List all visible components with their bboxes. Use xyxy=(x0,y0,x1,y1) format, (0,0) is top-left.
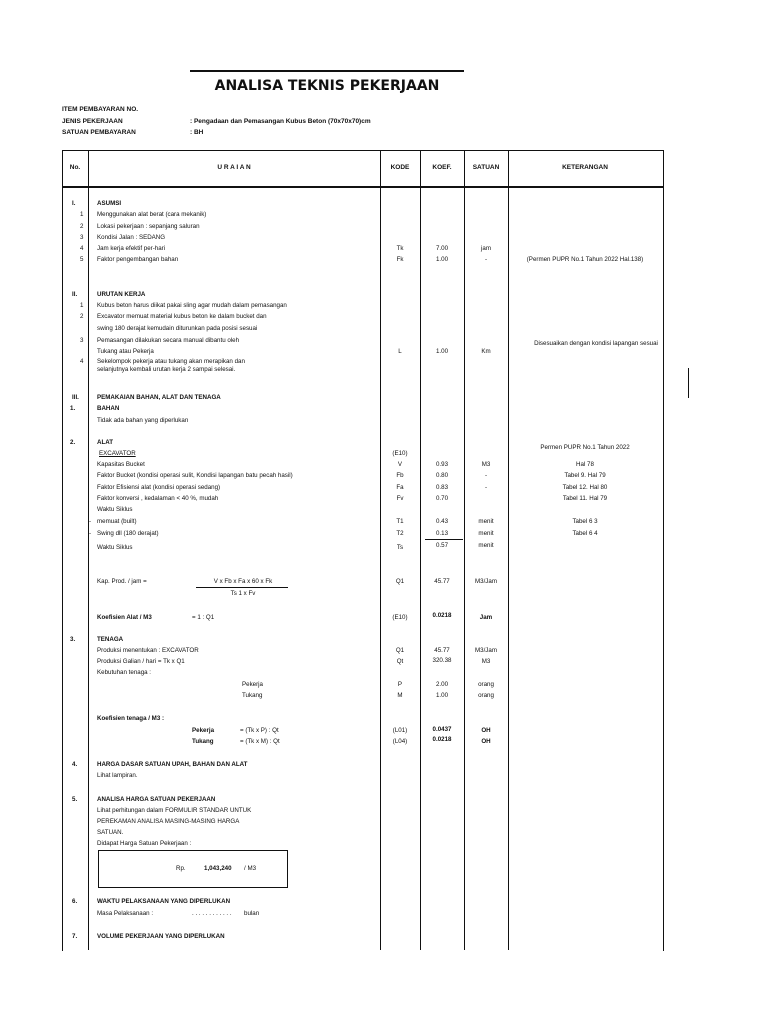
satuan-value: M3/Jam xyxy=(474,647,497,654)
kode-value: Ts xyxy=(396,544,404,551)
satuan-value: OH xyxy=(481,727,491,734)
coef-label: Koefisien tenaga / M3 : xyxy=(97,715,165,722)
section-no: III. xyxy=(72,394,79,401)
koef-value: 0.70 xyxy=(435,495,449,502)
header-divider xyxy=(62,186,664,188)
param-text: Waktu Siklus xyxy=(97,506,133,513)
satuan-value: : BH xyxy=(190,129,204,136)
kode-value: Fa xyxy=(396,484,404,491)
item-text: SATUAN. xyxy=(97,829,124,836)
header-satuan: SATUAN xyxy=(472,164,500,171)
item-number: 3 xyxy=(80,234,84,241)
item-number: 2 xyxy=(80,223,84,230)
koef-value: 1.00 xyxy=(435,692,449,699)
item-text: Tukang atau Pekerja xyxy=(97,348,154,355)
bullet: - xyxy=(89,530,92,537)
section-no: 4. xyxy=(72,761,78,768)
formula-label: Kap. Prod. / jam = xyxy=(97,578,147,585)
kode-value: Tk xyxy=(396,245,404,252)
satuan-value: menit xyxy=(478,530,494,537)
section-title: ASUMSI xyxy=(97,200,122,207)
item-text: Masa Pelaksanaan : xyxy=(97,910,154,917)
koef-value: 0.0218 xyxy=(432,736,452,743)
section-title: URUTAN KERJA xyxy=(97,291,146,298)
jenis-value: : Pengadaan dan Pemasangan Kubus Beton (70x70x70)cm xyxy=(190,118,371,125)
keterangan-value: Tabel 6 4 xyxy=(572,530,598,537)
satuan-value: jam xyxy=(481,245,491,252)
section-no: 6. xyxy=(72,898,78,905)
item-text: Excavator memuat material kubus beton ke dalam bucket dan xyxy=(97,313,267,320)
kode-value: T1 xyxy=(396,518,404,525)
equipment-name: EXCAVATOR xyxy=(99,450,136,457)
item-number: 4 xyxy=(80,245,84,252)
satuan-value: orang xyxy=(478,692,494,699)
satuan-label: SATUAN PEMBAYARAN xyxy=(62,129,136,136)
param-text: Faktor Bucket (kondisi operasi sulit, Kondisi lapangan batu pecah hasil) xyxy=(97,472,293,479)
kode-value: T2 xyxy=(396,530,404,537)
keterangan-value: Tabel 11. Hal 79 xyxy=(562,495,608,502)
kode-value: (E10) xyxy=(392,614,408,621)
subsection-title: BAHAN xyxy=(97,405,120,412)
param-text: Kebutuhan tenaga : xyxy=(97,669,152,676)
right-margin-mark xyxy=(688,368,689,398)
koef-value: 1.00 xyxy=(435,348,449,355)
param-text: Tukang xyxy=(192,738,214,745)
subsection-no: 2. xyxy=(70,439,76,446)
koef-value: 0.83 xyxy=(435,484,449,491)
item-text: PEREKAMAN ANALISA MASING-MASING HARGA xyxy=(97,818,240,825)
kode-value: (L04) xyxy=(392,738,408,745)
satuan-value: menit xyxy=(478,518,494,525)
koef-value: 7.00 xyxy=(435,245,449,252)
satuan-value: - xyxy=(484,472,488,479)
item-text: Jam kerja efektif per-hari xyxy=(97,245,166,252)
title-rule xyxy=(190,70,464,72)
koef-value: 0.0437 xyxy=(432,726,452,733)
header-kode: KODE xyxy=(390,164,410,171)
col-divider-kode xyxy=(420,150,421,950)
item-text: Lokasi pekerjaan : sepanjang saluran xyxy=(97,223,200,230)
section-no: I. xyxy=(72,200,76,207)
item-text: Tidak ada bahan yang diperlukan xyxy=(97,417,189,424)
col-divider-no xyxy=(88,150,92,950)
price-unit: / M3 xyxy=(244,865,257,872)
satuan-value: - xyxy=(484,256,488,263)
koef-value: 0.80 xyxy=(435,472,449,479)
koef-value: 0.43 xyxy=(435,518,449,525)
param-text: Produksi Galian / hari = Tk x Q1 xyxy=(97,658,185,665)
coef-formula: = (Tk x P) : Qt xyxy=(240,727,279,734)
koef-value: 0.13 xyxy=(435,530,449,537)
koef-value: 45.77 xyxy=(434,647,450,654)
item-text: Menggunakan alat berat (cara mekanik) xyxy=(97,211,207,218)
kode-value: P xyxy=(397,681,403,688)
param-text: Kapasitas Bucket xyxy=(97,461,145,468)
item-text: Lihat lampiran. xyxy=(97,772,138,779)
param-text: memuat (built) xyxy=(97,518,137,525)
item-text: Kubus beton harus diikat pakai sling agar mudah dalam pemasangan xyxy=(97,302,287,309)
param-text: Faktor Efisiensi alat (kondisi operasi sedang) xyxy=(97,484,221,491)
table-frame xyxy=(62,150,664,951)
koef-value: 2.00 xyxy=(435,681,449,688)
kode-value: (L01) xyxy=(392,727,408,734)
coef-formula: = 1 : Q1 xyxy=(192,614,215,621)
param-text: Tukang xyxy=(242,692,263,699)
item-text: Didapat Harga Satuan Pekerjaan : xyxy=(97,840,192,847)
satuan-value: M3 xyxy=(481,658,491,665)
item-number: 3 xyxy=(80,337,84,344)
item-number: 4 xyxy=(80,358,84,365)
header-uraian: U R A I A N xyxy=(217,164,251,171)
satuan-value: M3/Jam xyxy=(474,578,497,585)
coef-label: Koefisien Alat / M3 xyxy=(97,614,152,621)
fraction-bar xyxy=(196,587,288,588)
keterangan-value: Hal 78 xyxy=(576,461,594,468)
section-title: WAKTU PELAKSANAAN YANG DIPERLUKAN xyxy=(97,898,231,905)
param-text: Swing dll (180 derajat) xyxy=(97,530,159,537)
param-text: Pekerja xyxy=(192,727,215,734)
jenis-label: JENIS PEKERJAAN xyxy=(62,118,123,125)
koef-value: 320.38 xyxy=(432,657,452,664)
col-divider-satuan xyxy=(508,150,509,950)
section-no: 5. xyxy=(72,796,78,803)
item-text: Sekelompok pekerja atau tukang akan merapikan dan xyxy=(97,358,245,365)
koef-value: 0.0218 xyxy=(432,612,452,619)
param-text: Faktor konversi , kedalaman < 40 %, mudah xyxy=(97,495,219,502)
section-title: HARGA DASAR SATUAN UPAH, BAHAN DAN ALAT xyxy=(97,761,248,768)
subsection-no: 3. xyxy=(70,636,76,643)
kode-value: V xyxy=(397,461,403,468)
satuan-value: orang xyxy=(478,681,494,688)
koef-value: 0.93 xyxy=(435,461,449,468)
duration-unit: bulan xyxy=(244,910,260,917)
kode-value: M xyxy=(397,692,403,699)
item-text: swing 180 derajat kemudain diturunkan pada posisi sesuai xyxy=(97,325,258,332)
kode-value: L xyxy=(398,348,402,355)
kode-value: Fk xyxy=(396,256,404,263)
sum-rule xyxy=(425,539,463,540)
section-no: II. xyxy=(72,291,78,298)
satuan-value: Jam xyxy=(479,614,493,621)
keterangan-value: Disesuaikan dengan kondisi lapangan sesuai xyxy=(534,340,658,347)
keterangan-value: (Permen PUPR No.1 Tahun 2022 Hal.138) xyxy=(526,256,644,263)
satuan-value: - xyxy=(484,484,488,491)
kode-value: Q1 xyxy=(395,578,405,585)
keterangan-value: Tabel 12. Hal 80 xyxy=(562,484,608,491)
section-title: ANALISA HARGA SATUAN PEKERJAAN xyxy=(97,796,216,803)
item-number: 2 xyxy=(80,313,84,320)
item-number: 1 xyxy=(80,211,84,218)
koef-value: 0.57 xyxy=(435,542,449,549)
unit-price: 1,043,240 xyxy=(204,865,232,872)
header-no: No. xyxy=(69,164,81,171)
currency-label: Rp. xyxy=(176,865,186,872)
satuan-value: Km xyxy=(481,348,491,355)
param-text: Waktu Siklus xyxy=(97,544,133,551)
subsection-no: 1. xyxy=(70,405,76,412)
header-keterangan: KETERANGAN xyxy=(562,164,608,171)
price-box xyxy=(98,850,288,888)
satuan-value: M3 xyxy=(481,461,491,468)
keterangan-value: Tabel 9. Hal 79 xyxy=(564,472,606,479)
subsection-title: ALAT xyxy=(97,439,114,446)
param-text: Produksi menentukan : EXCAVATOR xyxy=(97,647,199,654)
item-number: 1 xyxy=(80,302,84,309)
kode-value: Fv xyxy=(396,495,404,502)
satuan-value: OH xyxy=(481,738,491,745)
kode-value: (E10) xyxy=(392,450,408,457)
kode-value: Q1 xyxy=(395,647,405,654)
satuan-value: menit xyxy=(478,542,494,549)
keterangan-value: Tabel 6 3 xyxy=(572,518,598,525)
section-title: VOLUME PEKERJAAN YANG DIPERLUKAN xyxy=(97,933,225,940)
item-text: selanjutnya kembali urutan kerja 2 sampai selesai. xyxy=(97,366,236,373)
col-divider-koef xyxy=(464,150,465,950)
section-no: 7. xyxy=(72,933,78,940)
section-title: PEMAKAIAN BAHAN, ALAT DAN TENAGA xyxy=(97,394,221,401)
kode-value: Qt xyxy=(396,658,404,665)
param-text: Pekerja xyxy=(242,681,263,688)
item-text: Kondisi Jalan : SEDANG xyxy=(97,234,166,241)
formula-denominator: Ts 1 x Fv xyxy=(230,590,256,597)
item-text: Faktor pengembangan bahan xyxy=(97,256,179,263)
koef-value: 1.00 xyxy=(435,256,449,263)
header-koef: KOEF. xyxy=(432,164,452,171)
formula-numerator: V x Fb x Fa x 60 x Fk xyxy=(213,578,273,585)
keterangan-value: Permen PUPR No.1 Tahun 2022 xyxy=(540,444,630,451)
subsection-title: TENAGA xyxy=(97,636,124,643)
page-title: ANALISA TEKNIS PEKERJAAN xyxy=(214,78,440,94)
bullet: - xyxy=(89,518,92,525)
item-text: Lihat perhitungan dalam FORMULIR STANDAR UNTUK xyxy=(97,807,252,814)
placeholder-dots: . . . . . . . . . . . . xyxy=(192,910,232,917)
item-text: Pemasangan dilakukan secara manual dibantu oleh xyxy=(97,337,240,344)
coef-formula: = (Tk x M) : Qt xyxy=(240,738,280,745)
item-number: 5 xyxy=(80,256,84,263)
item-label: ITEM PEMBAYARAN NO. xyxy=(62,106,139,113)
kode-value: Fb xyxy=(396,472,404,479)
koef-value: 45.77 xyxy=(434,578,450,585)
